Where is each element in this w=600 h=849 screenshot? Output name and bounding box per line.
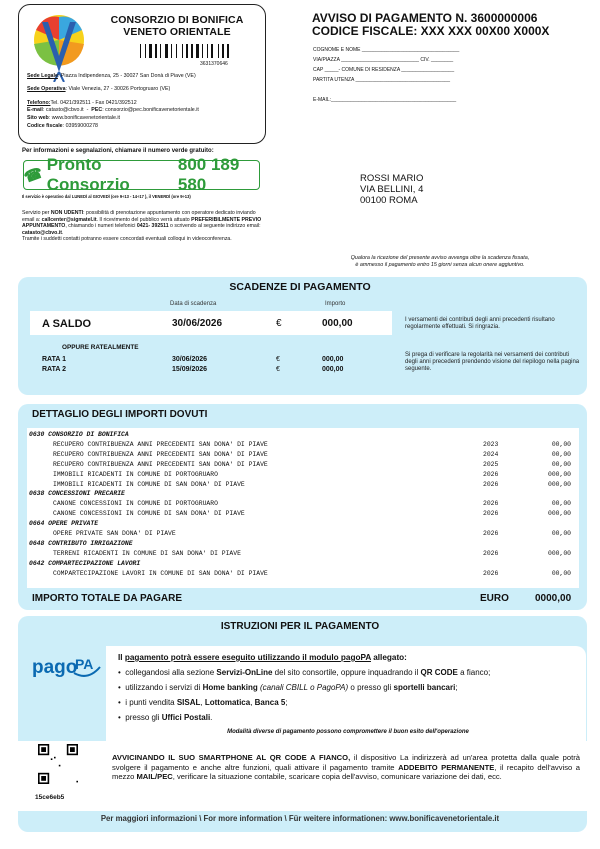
qr-module bbox=[59, 765, 61, 767]
barcode-bar bbox=[200, 44, 201, 58]
saldo-label: A SALDO bbox=[42, 318, 92, 330]
qr-module bbox=[54, 757, 56, 759]
detail-amount: 000,00 bbox=[547, 480, 571, 488]
svg-text:PA: PA bbox=[75, 656, 94, 672]
total-amount: 0000,00 bbox=[535, 593, 572, 604]
barcode-bar bbox=[145, 44, 146, 58]
barcode-number: 3631370646 bbox=[200, 61, 228, 67]
form-via: VIA/PIAZZA ____________________________ CIV. ________ bbox=[313, 57, 454, 63]
barcode-bar bbox=[211, 44, 213, 58]
qr-code[interactable] bbox=[38, 744, 78, 784]
detail-year: 2026 bbox=[483, 500, 499, 508]
barcode-bar bbox=[189, 44, 190, 58]
consorzio-name: CONSORZIO DI BONIFICA VENETO ORIENTALE bbox=[110, 14, 244, 38]
total-currency: EURO bbox=[480, 593, 509, 604]
detail-amount: 000,00 bbox=[547, 549, 571, 557]
bullet-servizi-online: • collegandosi alla sezione Servizi-OnLine del sito consortile, oppure inquadrando il QR CODE a fianco; bbox=[118, 668, 491, 677]
barcode-bar bbox=[169, 44, 170, 58]
detail-description: RECUPERO CONTRIBUENZA ANNI PRECEDENTI SAN DONA' DI PIAVE bbox=[53, 460, 268, 468]
barcode-bar bbox=[218, 44, 219, 58]
pronto-label: Pronto Consorzio bbox=[46, 155, 130, 194]
barcode-bar bbox=[171, 44, 172, 58]
form-email: E-MAIL:_____________________________________________ bbox=[313, 97, 457, 103]
dettaglio-table bbox=[27, 428, 579, 588]
phone-icon: ☎ bbox=[21, 164, 46, 187]
col-data-scadenza: Data di scadenza bbox=[170, 301, 217, 307]
detail-description: 0664 OPERE PRIVATE bbox=[29, 520, 99, 528]
barcode-bar bbox=[204, 44, 206, 58]
detail-amount: 00,00 bbox=[551, 440, 571, 448]
detail-amount: 00,00 bbox=[551, 460, 571, 468]
bullet-punti-vendita: • i punti vendita SISAL, Lottomatica, Banca 5; bbox=[118, 698, 288, 707]
modalita-warning: Modalità diverse di pagamento possono compromettere il buon esito dell'operazione bbox=[227, 729, 469, 735]
detail-amount: 000,00 bbox=[547, 470, 571, 478]
barcode-bar bbox=[162, 44, 164, 58]
scadenze-title: SCADENZE DI PAGAMENTO bbox=[229, 281, 371, 293]
detail-description: IMMOBILI RICADENTI IN COMUNE DI SAN DONA' DI PIAVE bbox=[53, 480, 245, 488]
barcode-bar bbox=[191, 44, 193, 58]
barcode-bar bbox=[176, 44, 177, 58]
istruzioni-title: ISTRUZIONI PER IL PAGAMENTO bbox=[220, 621, 380, 632]
qr-module bbox=[51, 758, 53, 760]
barcode-bar bbox=[220, 44, 221, 58]
pagopa-logo-icon bbox=[30, 651, 102, 681]
pronto-consorzio-box bbox=[21, 155, 260, 194]
detail-description: RECUPERO CONTRIBUENZA ANNI PRECEDENTI SAN DONA' DI PIAVE bbox=[53, 440, 268, 448]
barcode-bar bbox=[158, 44, 159, 58]
detail-amount: 00,00 bbox=[551, 569, 571, 577]
barcode-bar bbox=[209, 44, 210, 58]
form-cognome-nome: COGNOME E NOME ___________________________________ bbox=[313, 47, 460, 53]
barcode-bar bbox=[153, 44, 154, 58]
detail-year: 2026 bbox=[483, 549, 499, 557]
footer-more-info: Per maggiori informazioni \ For more information \ Für weitere informationen: www.bonificavenetorientale.it bbox=[100, 814, 500, 823]
qualora-note: Qualora la ricezione del presente avviso avvenga oltre la scadenza fissata, è ammesso il pagamento entro 15 giorni senza alcun onere aggiuntivo. bbox=[350, 255, 530, 268]
qr-module bbox=[76, 781, 78, 783]
detail-description: RECUPERO CONTRIBUENZA ANNI PRECEDENTI SAN DONA' DI PIAVE bbox=[53, 450, 268, 458]
detail-amount: 00,00 bbox=[551, 530, 571, 537]
rata-2-euro: € bbox=[276, 366, 280, 373]
rata-2-label: RATA 2 bbox=[42, 366, 66, 373]
barcode-bar bbox=[165, 44, 168, 58]
dettaglio-title: DETTAGLIO DEGLI IMPORTI DOVUTI bbox=[32, 409, 208, 420]
detail-description: 0642 COMPARTECIPAZIONE LAVORI bbox=[29, 559, 141, 567]
barcode-bar bbox=[227, 44, 229, 58]
consorzio-logo-icon bbox=[30, 10, 88, 82]
detail-description: OPERE PRIVATE SAN DONA' DI PIAVE bbox=[53, 530, 176, 537]
qr-code-label: 15ce6eb5 bbox=[35, 794, 65, 801]
form-cap: CAP _____- COMUNE DI RESIDENZA ___________________ bbox=[313, 67, 455, 73]
service-hours: Il servizio è operativo dal LUNEDÌ al GIOVEDÌ (ore 9÷13 - 14÷17 ), il VENERDÌ (ore 9÷13) bbox=[22, 194, 191, 199]
barcode-bar bbox=[214, 44, 217, 58]
rata-1-euro: € bbox=[276, 356, 280, 363]
saldo-amount: 000,00 bbox=[322, 318, 353, 329]
codice-fiscale-ente: Codice fiscale: 03959000278 bbox=[27, 123, 98, 129]
detail-year: 2026 bbox=[483, 569, 499, 577]
barcode-bar bbox=[184, 44, 185, 58]
barcode-bar bbox=[155, 44, 157, 58]
total-label: IMPORTO TOTALE DA PAGARE bbox=[32, 593, 183, 604]
telefono: Telefono:Tel. 0421/392511 - Fax 0421/392512 bbox=[27, 100, 137, 106]
saldo-euro: € bbox=[276, 318, 282, 329]
detail-description: IMMOBILI RICADENTI IN COMUNE DI PORTOGRUARO bbox=[53, 470, 218, 478]
barcode-bar bbox=[196, 44, 199, 58]
pronto-number: 800 189 580 bbox=[177, 155, 240, 194]
barcode-bar bbox=[207, 44, 208, 58]
rata-1-amount: 000,00 bbox=[322, 356, 344, 363]
barcode-bar bbox=[173, 44, 175, 58]
detail-description: 0630 CONSORZIO DI BONIFICA bbox=[29, 431, 129, 438]
barcode-bar bbox=[186, 44, 188, 58]
barcode-bar bbox=[140, 44, 141, 58]
sede-operativa: Sede Operativa: Viale Venezia, 27 - 30026 Portogruaro (VE) bbox=[27, 86, 171, 92]
barcode-bar bbox=[182, 44, 183, 58]
rata-2-date: 15/09/2026 bbox=[172, 366, 208, 373]
detail-year: 2026 bbox=[483, 510, 499, 518]
saldo-date: 30/06/2026 bbox=[172, 318, 223, 329]
istruzioni-intro: Il pagamento potrà essere eseguito utilizzando il modulo pagoPA allegato: bbox=[118, 653, 407, 662]
sede-legale: Sede Legale: Piazza Indipendenza, 25 - 30027 San Donà di Piave (VE) bbox=[27, 73, 196, 79]
detail-description: CANONE CONCESSIONI IN COMUNE DI SAN DONA' DI PIAVE bbox=[53, 510, 245, 518]
sito-web: Sito web: www.bonificavenetorientale.it bbox=[27, 115, 121, 121]
detail-description: COMPARTECIPAZIONE LAVORI IN COMUNE DI SAN DONA' DI PIAVE bbox=[53, 569, 268, 577]
bullet-home-banking: • utilizzando i servizi di Home banking (canali CBILL o PagoPA) o presso gli sportelli bancari; bbox=[118, 683, 458, 692]
barcode-bar bbox=[160, 44, 161, 58]
saldo-note: I versamenti dei contributi degli anni precedenti risultano regolarmente effettuati. Si ringrazia. bbox=[405, 317, 555, 330]
info-header: Per informazioni e segnalazioni, chiamare il numero verde gratuito: bbox=[22, 148, 214, 154]
detail-year: 2024 bbox=[483, 450, 499, 458]
barcode-bar bbox=[142, 44, 144, 58]
rata-1-date: 30/06/2026 bbox=[172, 356, 208, 363]
avviso-title: AVVISO DI PAGAMENTO N. 3600000006 CODICE FISCALE: XXX XXX 00X00 X000X bbox=[312, 11, 550, 38]
barcode-bar bbox=[194, 44, 195, 58]
detail-year: 2025 bbox=[483, 460, 499, 468]
detail-description: CANONE CONCESSIONI IN COMUNE DI PORTOGRUARO bbox=[53, 500, 218, 508]
qr-module bbox=[41, 776, 46, 781]
barcode-bar bbox=[225, 44, 226, 58]
rata-2-amount: 000,00 bbox=[322, 366, 344, 373]
oppure-ratealmente: OPPURE RATEALMENTE bbox=[62, 344, 139, 351]
detail-description: TERRENI RICADENTI IN COMUNE DI SAN DONA' DI PIAVE bbox=[53, 549, 241, 557]
qr-module bbox=[70, 747, 75, 752]
qr-module bbox=[41, 747, 46, 752]
rate-note: Si prega di verificare la regolarità nei versamenti dei contributi degli anni precedenti prendendo visione del riepilogo nella pagina seguente. bbox=[405, 352, 580, 372]
barcode bbox=[140, 44, 240, 58]
rata-1-label: RATA 1 bbox=[42, 356, 66, 363]
barcode-bar bbox=[149, 44, 152, 58]
detail-year: 2026 bbox=[483, 530, 499, 537]
barcode-bar bbox=[147, 44, 148, 58]
barcode-bar bbox=[178, 44, 181, 58]
svg-text:pago: pago bbox=[32, 657, 78, 678]
detail-description: 0648 CONTRIBUTO IRRIGAZIONE bbox=[29, 539, 133, 547]
detail-amount: 000,00 bbox=[547, 510, 571, 518]
bullet-uffici-postali: • presso gli Uffici Postali. bbox=[118, 713, 213, 722]
detail-amount: 00,00 bbox=[551, 500, 571, 508]
detail-amount: 00,00 bbox=[551, 450, 571, 458]
recipient-address: ROSSI MARIO VIA BELLINI, 4 00100 ROMA bbox=[360, 173, 424, 206]
barcode-bar bbox=[222, 44, 224, 58]
form-partita-utenza: PARTITA UTENZA __________________________________ bbox=[313, 77, 451, 83]
col-importo: Importo bbox=[325, 301, 346, 307]
detail-year: 2026 bbox=[483, 480, 499, 488]
barcode-bar bbox=[202, 44, 203, 58]
detail-year: 2026 bbox=[483, 470, 499, 478]
non-udenti-info: Servizio per NON UDENTI: possibilità di prenotazione appuntamento con operatore dedicato inviando email a: callcenter@sigmatel.it. Il ricevimento del pubblico verrà attuato PREFERIBILMENTE PREVIO APPUNTAMENTO, chiamando i numeri telefonici 0421- 392511 o scrivendo al seguente indirizzo email: catasto@cbvo.it. Tramite i suddetti contatti potranno essere concordati eventuali colloqui in videoconferenza. bbox=[22, 210, 262, 243]
scadenze-panel bbox=[18, 277, 587, 395]
detail-year: 2023 bbox=[483, 440, 499, 448]
smartphone-instructions: AVVICINANDO IL SUO SMARTPHONE AL QR CODE A FIANCO, il dispositivo La indirizzerà ad un'area protetta dalla quale potrà svolgere il pagamento e anche altre funzioni, quali attivare il pagamento tramite ADDEBITO PERMANENTE, il recapito dell'avviso a mezzo MAIL/PEC, verificare la situazione contabile, scaricare copia dell'avviso, comunicare variazione dei dati, ecc. bbox=[112, 753, 580, 782]
email-pec: E-mail: catasto@cbvo.it - PEC: consorzio@pec.bonificavenetorientale.it bbox=[27, 107, 199, 113]
detail-description: 0638 CONCESSIONI PRECARIE bbox=[29, 490, 125, 498]
